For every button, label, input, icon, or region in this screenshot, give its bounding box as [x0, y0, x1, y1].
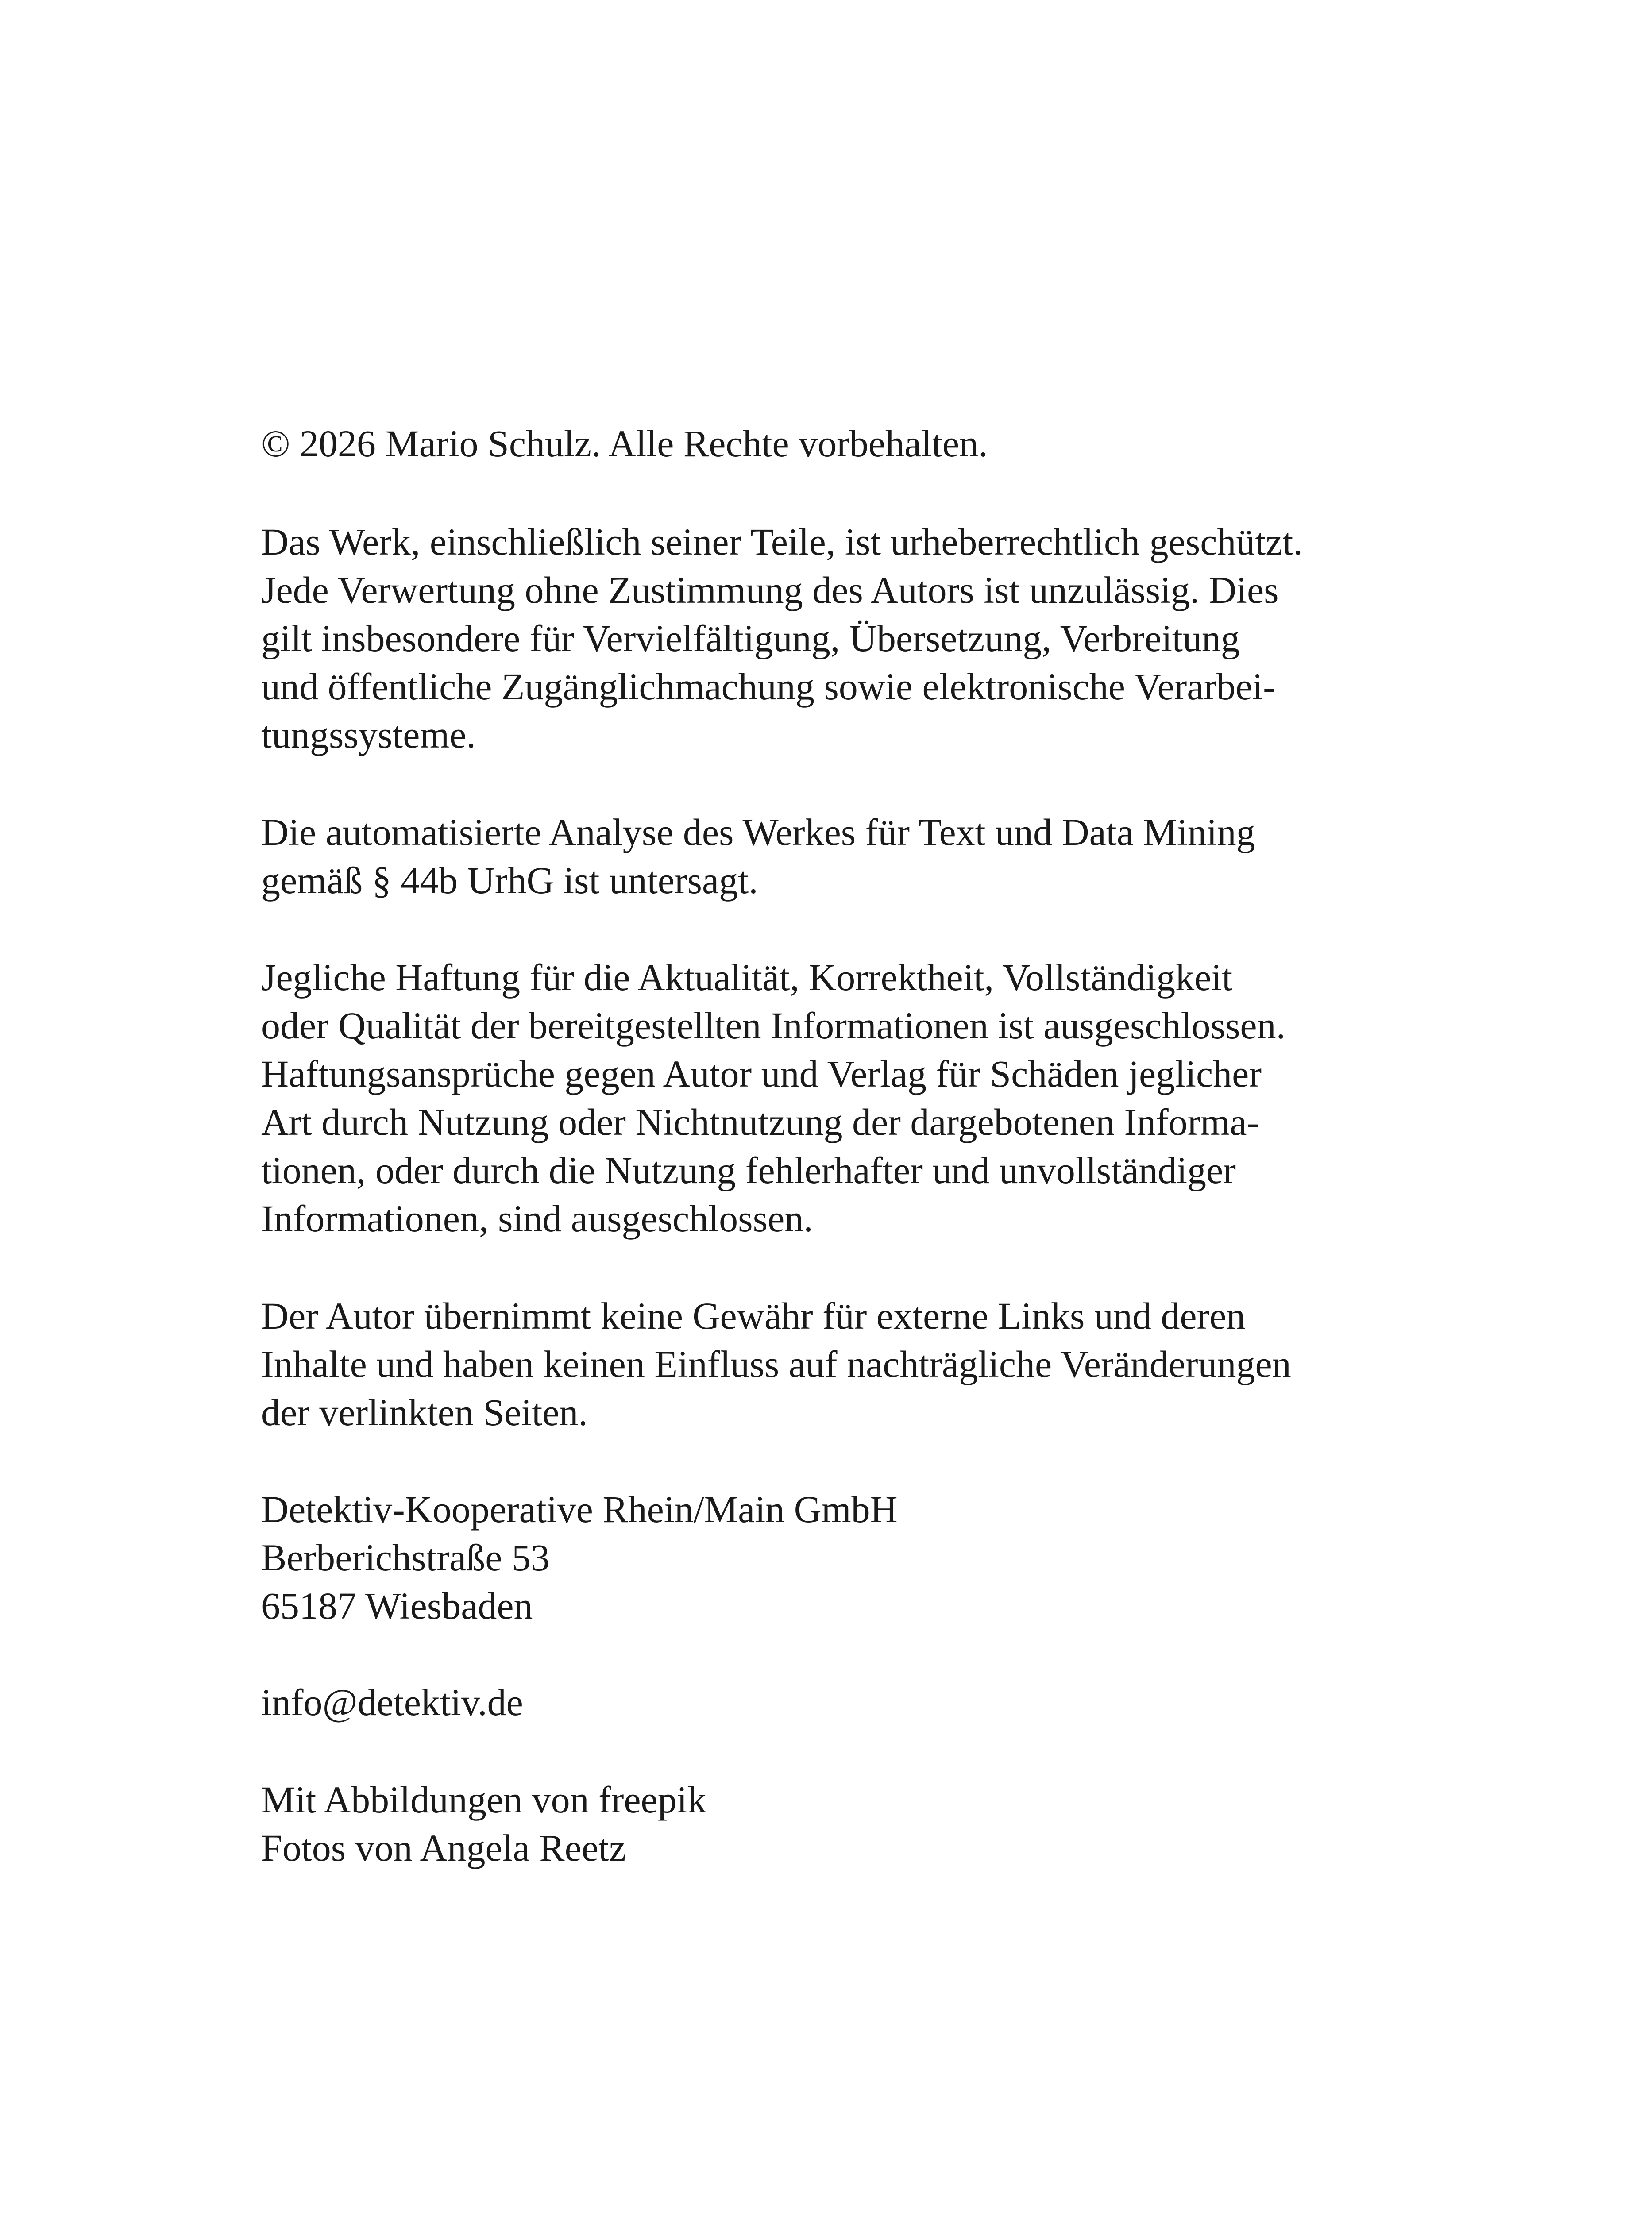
contact-info — [261, 1678, 1394, 1727]
copyright-notice — [261, 420, 1394, 468]
rights-line: Jede Verwertung ohne Zustimmung des Autors ist unzulässig. Dies — [261, 569, 1279, 611]
image-credits — [261, 1776, 1394, 1872]
liability-disclaimer-paragraph — [261, 953, 1394, 1243]
street-address: Berberichstraße 53 — [261, 1536, 550, 1579]
liability-line: Haftungsansprüche gegen Autor und Verlag für Schäden jeglicher — [261, 1053, 1262, 1095]
liability-line: Jegliche Haftung für die Aktualität, Korrektheit, Vollständigkeit — [261, 956, 1233, 999]
copyright-line: © 2026 Mario Schulz. Alle Rechte vorbehalten. — [261, 422, 988, 465]
city-postal-code: 65187 Wiesbaden — [261, 1585, 533, 1627]
rights-line: und öffentliche Zugänglichmachung sowie elektronische Verarbei- — [261, 665, 1276, 708]
rights-line: tungssysteme. — [261, 713, 476, 756]
illustrations-credit: Mit Abbildungen von freepik — [261, 1778, 706, 1821]
photos-credit: Fotos von Angela Reetz — [261, 1827, 626, 1869]
liability-line: oder Qualität der bereitgestellten Informationen ist ausgeschlossen. — [261, 1004, 1286, 1047]
email-address: info@detektiv.de — [261, 1681, 523, 1723]
external-links-disclaimer-paragraph — [261, 1292, 1394, 1437]
links-line: Der Autor übernimmt keine Gewähr für externe Links und deren — [261, 1295, 1246, 1337]
copyright-rights-paragraph — [261, 518, 1394, 759]
publisher-address — [261, 1485, 1394, 1630]
liability-line: Informationen, sind ausgeschlossen. — [261, 1197, 813, 1240]
links-line: der verlinkten Seiten. — [261, 1391, 588, 1434]
text-data-mining-paragraph — [261, 808, 1394, 905]
rights-line: gilt insbesondere für Vervielfältigung, Übersetzung, Verbreitung — [261, 617, 1240, 659]
tdm-line: Die automatisierte Analyse des Werkes für Text und Data Mining — [261, 811, 1255, 853]
liability-line: Art durch Nutzung oder Nichtnutzung der dargebotenen Informa- — [261, 1101, 1260, 1143]
rights-line: Das Werk, einschließlich seiner Teile, ist urheberrechtlich geschützt. — [261, 520, 1303, 563]
tdm-line: gemäß § 44b UrhG ist untersagt. — [261, 859, 758, 902]
company-name: Detektiv-Kooperative Rhein/Main GmbH — [261, 1488, 898, 1531]
liability-line: tionen, oder durch die Nutzung fehlerhafter und unvollständiger — [261, 1149, 1236, 1191]
links-line: Inhalte und haben keinen Einfluss auf nachträgliche Veränderungen — [261, 1343, 1291, 1385]
